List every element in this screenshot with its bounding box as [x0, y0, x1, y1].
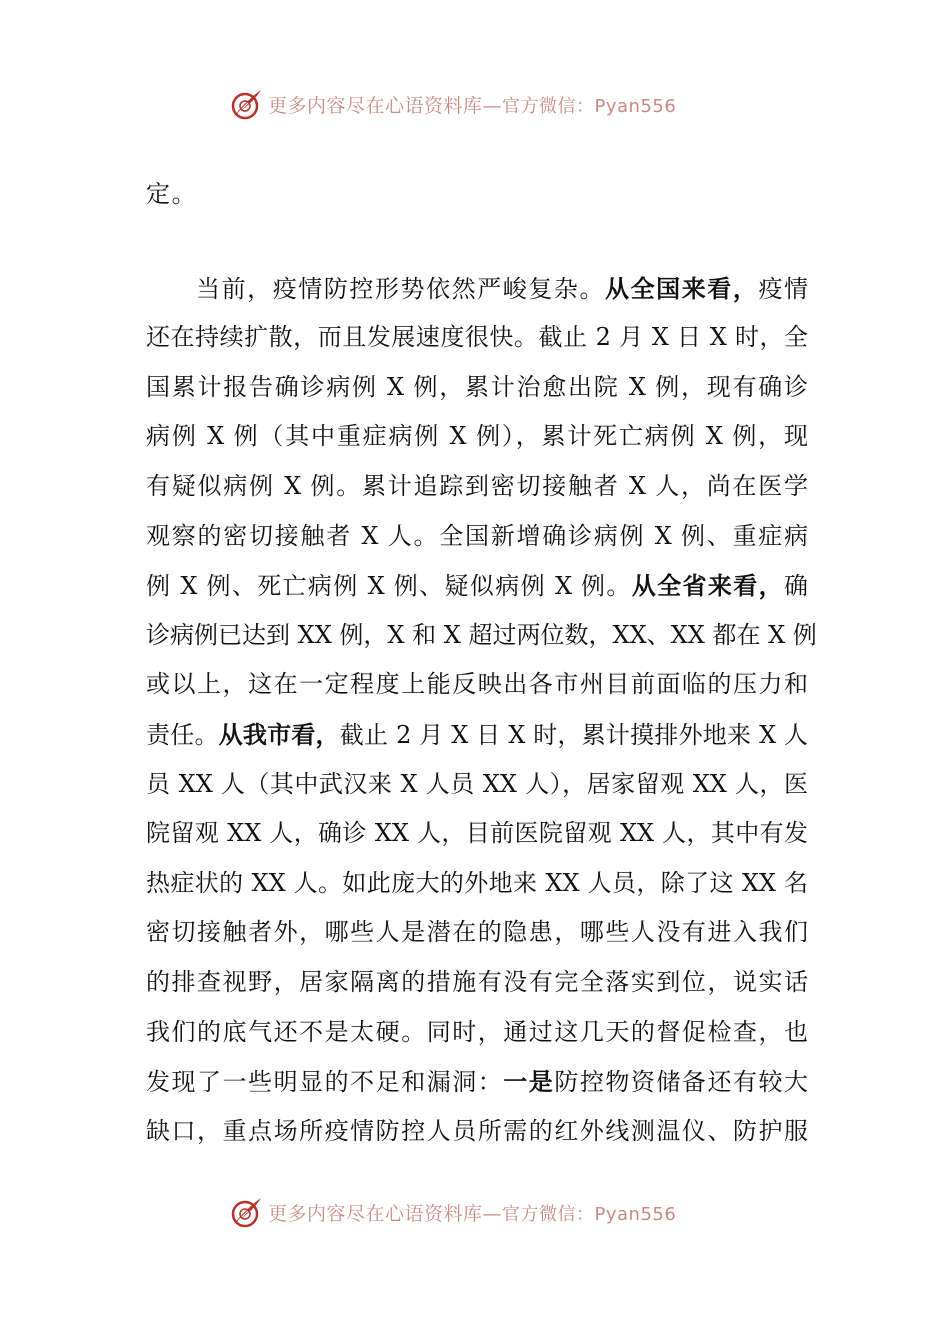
document-body — [146, 170, 817, 1156]
paragraph-line — [146, 660, 808, 710]
watermark-banner-top — [228, 84, 748, 124]
body-text: 热症状的 XX 人。如此庞大的外地来 XX 人员，除了这 XX 名 — [146, 868, 808, 897]
body-text: 发现了一些明显的不足和漏洞： — [146, 1068, 504, 1097]
body-text: 我们的底气还不是太硬。同时，通过这几天的督促检查，也 — [146, 1017, 808, 1046]
paragraph-line — [146, 264, 808, 314]
body-text: 员 XX 人（其中武汉来 X 人员 XX 人），居家留观 XX 人，医 — [146, 769, 808, 798]
paragraph-line — [146, 611, 817, 661]
body-text: 责任。 — [146, 720, 219, 749]
paragraph-line — [146, 561, 808, 611]
body-text: 密切接触者外，哪些人是潜在的隐患，哪些人没有进入我们 — [146, 918, 808, 947]
quill-circle-logo — [228, 86, 264, 122]
paragraph-line — [146, 412, 808, 462]
paragraph-line — [146, 908, 808, 958]
watermark-text: 更多内容尽在心语资料库—官方微信：Pyan556 — [268, 94, 677, 117]
body-text: 或以上，这在一定程度上能反映出各市州目前面临的压力和 — [146, 670, 808, 699]
paragraph-line — [146, 859, 808, 909]
body-text: 例 X 例、死亡病例 X 例、疑似病例 X 例。 — [146, 572, 632, 601]
paragraph-line — [146, 313, 808, 363]
body-text: 防控物资储备还有较大 — [554, 1068, 809, 1097]
paragraph-line — [146, 363, 808, 413]
paragraph-line — [146, 1107, 808, 1157]
body-text: 观察的密切接触者 X 人。全国新增确诊病例 X 例、重症病 — [146, 521, 808, 550]
paragraph-line — [146, 760, 808, 810]
bold-heading-text: 从全省来看， — [631, 571, 785, 601]
paragraph — [146, 264, 817, 1157]
bold-heading-text: 从我市看， — [218, 719, 340, 749]
paragraph-line — [146, 958, 808, 1008]
body-text: 截止 2 月 X 日 X 时，累计摸排外地来 X 人 — [339, 720, 809, 749]
body-text: 疫情 — [758, 274, 809, 303]
paragraph-line — [146, 462, 808, 512]
watermark-banner-bottom — [228, 1192, 748, 1232]
paragraph-line — [146, 1057, 808, 1107]
body-text: 确 — [784, 572, 809, 601]
body-text: 病例 X 例（其中重症病例 X 例），累计死亡病例 X 例，现 — [146, 422, 808, 451]
body-text: 缺口，重点场所疫情防控人员所需的红外线测温仪、防护服 — [146, 1116, 808, 1145]
body-text: 当前，疫情防控形势依然严峻复杂。 — [196, 274, 606, 303]
body-text: 国累计报告确诊病例 X 例，累计治愈出院 X 例，现有确诊 — [146, 372, 808, 401]
paragraph-line — [146, 809, 808, 859]
bold-heading-text: 一是 — [503, 1067, 555, 1097]
body-text: 还在持续扩散，而且发展速度很快。截止 2 月 X 日 X 时，全 — [146, 323, 808, 352]
paragraph-line — [146, 710, 808, 760]
body-text: 的排查视野，居家隔离的措施有没有完全落实到位，说实话 — [146, 967, 808, 996]
paragraph-line — [146, 1008, 808, 1058]
paragraph-line — [146, 512, 808, 562]
watermark-text: 更多内容尽在心语资料库—官方微信：Pyan556 — [268, 1202, 677, 1225]
bold-heading-text: 从全国来看， — [605, 273, 759, 303]
quill-circle-logo — [228, 1194, 264, 1230]
continued-line: 定。 — [146, 180, 198, 208]
body-text: 诊病例已达到 XX 例，X 和 X 超过两位数，XX、XX 都在 X 例 — [146, 620, 817, 649]
body-text: 院留观 XX 人，确诊 XX 人，目前医院留观 XX 人，其中有发 — [146, 819, 808, 848]
body-text: 有疑似病例 X 例。累计追踪到密切接触者 X 人，尚在医学 — [146, 471, 808, 500]
